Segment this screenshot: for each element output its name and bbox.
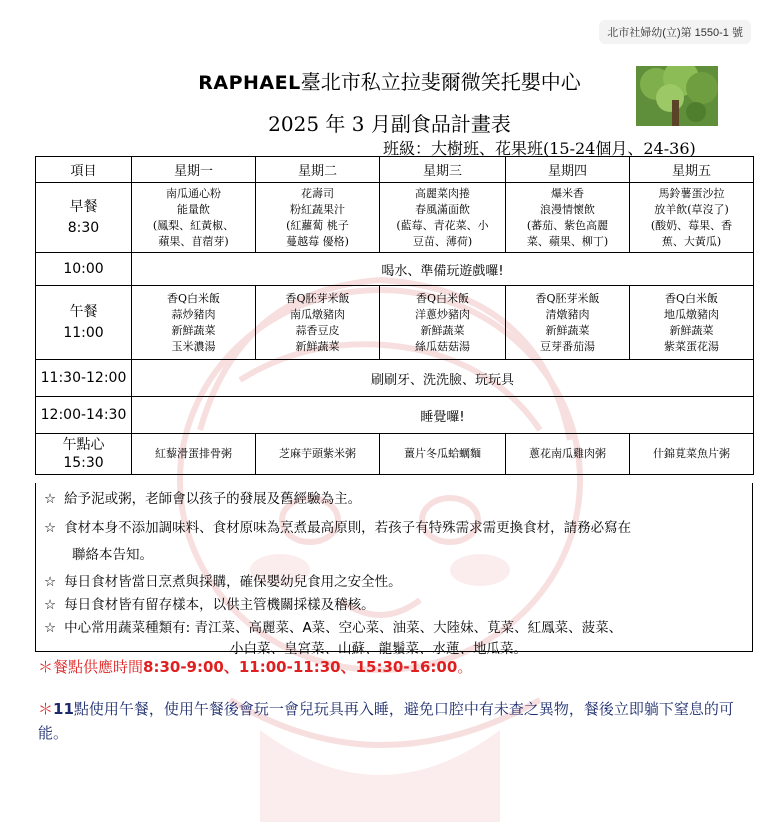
lunch-label [36, 286, 132, 360]
menu-line: 馬鈴薯蛋沙拉 [658, 186, 725, 200]
breakfast-thursday [506, 183, 630, 253]
menu-line: 地瓜燉豬肉 [664, 307, 719, 321]
lunch-tuesday [256, 286, 380, 360]
note-5 [44, 618, 744, 660]
ten-time: 10:00 [36, 253, 132, 286]
menu-line: (鳳梨、紅黃椒、 [152, 218, 235, 232]
menu-line: 菜、蘋果、柳丁) [526, 234, 609, 248]
plan-subtitle: 2025 年 3 月副食品計畫表 [268, 112, 511, 136]
header-monday: 星期一 [132, 157, 256, 183]
menu-line: 玉米濃湯 [171, 339, 216, 353]
menu-line: 蕉、大黃瓜) [661, 234, 722, 248]
breakfast-time: 8:30 [67, 219, 100, 236]
star-icon: ☆ [44, 491, 57, 507]
menu-line: 南瓜通心粉 [166, 186, 221, 200]
brand-name: RAPHAEL [198, 72, 301, 94]
snack-time: 15:30 [63, 455, 104, 471]
note-1 [44, 489, 744, 510]
snack-label-text: 午點心 [62, 437, 105, 453]
lunch-wednesday [380, 286, 506, 360]
menu-line: 蒜炒豬肉 [171, 307, 216, 321]
note-text: 中心常用蔬菜種類有: 青江菜、高麗菜、A菜、空心菜、油菜、大陸妹、莧菜、紅鳳菜、菠菜、 [64, 620, 623, 636]
note-text: 食材本身不添加調味料、食材原味為烹煮最高原則，若孩子有特殊需求需更換食材，請務必寫在 [64, 520, 632, 536]
notice-text: 點使用午餐，使用午餐後會玩一會兒玩具再入睡，避免口腔中有未查之異物，餐後立即躺下窒息的可能。 [38, 700, 734, 742]
lunch-safety-notice [38, 697, 738, 745]
center-name: 臺北市私立拉斐爾微笑托嬰中心 [300, 70, 581, 94]
header-tuesday: 星期二 [256, 157, 380, 183]
star-icon: ☆ [44, 620, 57, 636]
menu-line: 浪漫情懷飲 [540, 202, 595, 216]
nap-row [36, 397, 754, 434]
menu-line: 蒜香豆皮 [295, 323, 340, 337]
snack-label [36, 434, 132, 475]
note-4 [44, 595, 744, 616]
notice-times: 8:30-9:00、11:00-11:30、15:30-16:00 [143, 658, 458, 676]
menu-line: 清燉豬肉 [545, 307, 590, 321]
menu-line: 香Q胚芽米飯 [535, 291, 600, 305]
menu-line: 絲瓜菇菇湯 [415, 339, 470, 353]
meal-times-notice [38, 656, 472, 677]
header-wednesday: 星期三 [380, 157, 506, 183]
note-text: 每日食材皆有留存樣本，以供主管機關採樣及稽核。 [64, 597, 375, 613]
snack-friday: 什錦莧菜魚片粥 [630, 434, 754, 475]
menu-line: 新鮮蔬菜 [171, 323, 216, 337]
menu-line: 洋蔥炒豬肉 [415, 307, 470, 321]
menu-line: 放羊飲(草沒了) [654, 202, 729, 216]
brush-row [36, 360, 754, 397]
menu-line: 春風滿面飲 [415, 202, 470, 216]
menu-line: 香Q白米飯 [415, 291, 470, 305]
note-text: 每日食材皆當日烹煮與採購，確保嬰幼兒食用之安全性。 [64, 574, 402, 590]
menu-line: 蔓越莓 優格) [286, 234, 349, 248]
star-icon: ☆ [44, 574, 57, 590]
header-thursday: 星期四 [506, 157, 630, 183]
menu-line: (紅蘿蔔 桃子 [286, 218, 349, 232]
header-item: 項目 [36, 157, 132, 183]
lunch-row [36, 286, 754, 360]
lunch-time: 11:00 [63, 324, 104, 341]
brush-activity: 刷刷牙、洗洗臉、玩玩具 [132, 360, 754, 397]
menu-line: 香Q胚芽米飯 [285, 291, 350, 305]
note-2 [44, 518, 744, 566]
menu-line: 新鮮蔬菜 [669, 323, 714, 337]
breakfast-label-text: 早餐 [69, 198, 98, 215]
brush-time: 11:30-12:00 [36, 360, 132, 397]
note-text: 給予泥或粥，老師會以孩子的發展及舊經驗為主。 [64, 491, 362, 507]
note-text-cont: 聯絡本告知。 [72, 547, 153, 563]
menu-line: 豆芽番茄湯 [540, 339, 595, 353]
asterisk-icon: ＊ [38, 700, 54, 718]
menu-line: 豆苗、薄荷) [412, 234, 473, 248]
breakfast-label [36, 183, 132, 253]
notice-suffix: 。 [457, 658, 473, 676]
class-info: 班級：大樹班、花果班(15-24個月、24-36) [383, 139, 696, 158]
registration-number: 北市社婦幼(立)第 1550-1 號 [599, 20, 751, 44]
table-header-row [36, 157, 754, 183]
lunch-monday [132, 286, 256, 360]
notes-box [35, 483, 753, 657]
breakfast-row [36, 183, 754, 253]
menu-line: 新鮮蔬菜 [420, 323, 465, 337]
star-icon: ☆ [44, 597, 57, 613]
snack-thursday: 蔥花南瓜雞肉粥 [506, 434, 630, 475]
snack-tuesday: 芝麻芋頭紫米粥 [256, 434, 380, 475]
breakfast-friday [630, 183, 754, 253]
lunch-label-text: 午餐 [69, 303, 98, 320]
menu-line: 花壽司 [301, 186, 334, 200]
breakfast-tuesday [256, 183, 380, 253]
menu-line: 粉紅蔬果汁 [290, 202, 345, 216]
notice-prefix: ＊餐點供應時間 [38, 658, 144, 676]
snack-wednesday: 薑片冬瓜蛤蠣麵 [380, 434, 506, 475]
header-friday: 星期五 [630, 157, 754, 183]
snack-row [36, 434, 754, 475]
menu-line: (藍莓、青花菜、小 [396, 218, 489, 232]
note-3 [44, 572, 744, 593]
menu-table [35, 156, 754, 475]
snack-monday: 紅藜滑蛋排骨粥 [132, 434, 256, 475]
breakfast-monday [132, 183, 256, 253]
menu-line: (酸奶、莓果、香 [650, 218, 733, 232]
ten-oclock-row [36, 253, 754, 286]
menu-line: (蕃茄、紫色高麗 [526, 218, 609, 232]
menu-line: 南瓜燉豬肉 [290, 307, 345, 321]
menu-line: 紫菜蛋花湯 [664, 339, 719, 353]
notice-hour: 11 [53, 700, 74, 718]
menu-line: 新鮮蔬菜 [295, 339, 340, 353]
menu-line: 新鮮蔬菜 [545, 323, 590, 337]
menu-line: 香Q白米飯 [166, 291, 221, 305]
menu-line: 爆米香 [551, 186, 584, 200]
lunch-thursday [506, 286, 630, 360]
breakfast-wednesday [380, 183, 506, 253]
nap-activity: 睡覺囉! [132, 397, 754, 434]
menu-line: 香Q白米飯 [664, 291, 719, 305]
nap-time: 12:00-14:30 [36, 397, 132, 434]
menu-line: 能量飲 [177, 202, 210, 216]
lunch-friday [630, 286, 754, 360]
star-icon: ☆ [44, 520, 57, 536]
menu-line: 蘋果、苜蓿芽) [158, 234, 229, 248]
ten-activity: 喝水、準備玩遊戲囉! [132, 253, 754, 286]
menu-line: 高麗菜肉捲 [415, 186, 470, 200]
note-text-cont: 小白菜、皇宮菜、山蘇、龍鬚菜、水蓮、地瓜菜。 [230, 641, 527, 657]
